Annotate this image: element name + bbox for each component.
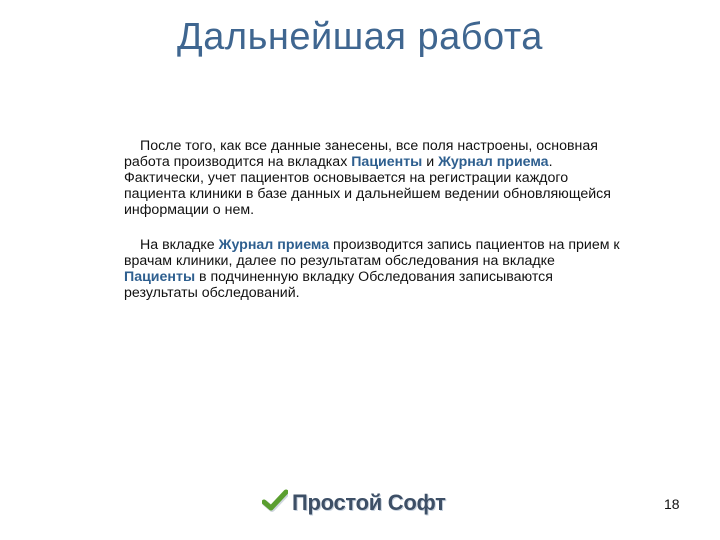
slide-title: Дальнейшая работа [177, 16, 543, 58]
paragraph-1-text-c: . Фактически, учет пациентов основывается на регистрации каждого пациента клиники в базе данных и дальнейшем ведении обновляющейся информации о нем. [124, 154, 611, 218]
brand-logo [262, 488, 446, 518]
page-number: 18 [664, 496, 680, 512]
paragraph-1-text-a: После того, как все данные занесены, все поля настроены, основная работа производится на вкладках [124, 138, 598, 170]
checkmark-icon [262, 488, 288, 519]
highlight-tab-journal: Журнал приема [438, 154, 549, 170]
paragraph-2-text-b: производится запись пациентов на прием к врачам клиники, далее по результатам обследования на вкладке [124, 237, 620, 269]
highlight-tab-patients-2: Пациенты [124, 269, 196, 285]
paragraph-2-text-a: На вкладке [140, 237, 219, 253]
paragraph-2-text-c: в подчиненную вкладку Обследования записываются результаты обследований. [124, 269, 553, 301]
paragraph-1 [124, 138, 624, 218]
paragraph-1-text-b: и [422, 154, 439, 170]
paragraph-2 [124, 237, 624, 301]
highlight-tab-journal-2: Журнал приема [218, 237, 330, 253]
slide-body [124, 138, 624, 320]
highlight-tab-patients: Пациенты [351, 154, 423, 170]
brand-name: Простой Софт [292, 490, 446, 515]
